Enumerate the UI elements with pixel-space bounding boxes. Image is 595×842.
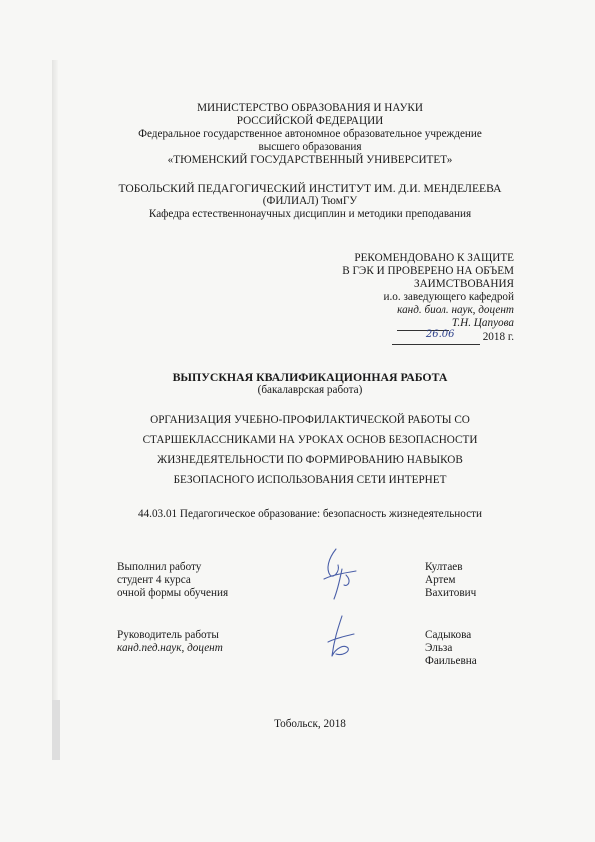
head-signer-name: Т.Н. Цапуова [451,317,514,329]
city-year-footer [60,718,560,731]
supervisor-degree: канд.пед.наук, доцент [117,642,223,654]
ministry-header [60,102,560,167]
topic-line: БЕЗОПАСНОГО ИСПОЛЬЗОВАНИЯ СЕТИ ИНТЕРНЕТ [173,474,447,486]
student-role-line: студент 4 курса [117,574,191,586]
student-role-line: очной формы обучения [117,587,229,599]
header-line: «ТЮМЕНСКИЙ ГОСУДАРСТВЕННЫЙ УНИВЕРСИТЕТ» [167,154,453,166]
institute-block [60,182,560,221]
student-name-line: Култаев [425,561,463,573]
supervisor-role-line: Руководитель работы [117,629,219,641]
recommendation-line: РЕКОМЕНДОВАНО К ЗАЩИТЕ [354,252,514,264]
scan-edge-shadow-lower [52,700,60,760]
recommendation-line: В ГЭК И ПРОВЕРЕНО НА ОБЪЕМ [342,265,514,277]
header-line: высшего образования [258,141,362,153]
work-topic [60,410,560,490]
supervisor-name-line: Эльза [425,642,453,654]
specialty [60,508,560,521]
student-name-line: Артем [425,574,456,586]
city-year: Тобольск, 2018 [274,718,346,730]
recommendation-line: и.о. заведующего кафедрой [383,291,514,303]
topic-line: ЖИЗНЕДЕЯТЕЛЬНОСТИ ПО ФОРМИРОВАНИЮ НАВЫКОВ [157,454,463,466]
student-name [425,561,476,600]
header-line: МИНИСТЕРСТВО ОБРАЗОВАНИЯ И НАУКИ [197,102,423,114]
head-degree: канд. биол. наук, доцент [397,304,514,316]
scan-edge-shadow [52,60,58,760]
topic-line: СТАРШЕКЛАССНИКАМИ НА УРОКАХ ОСНОВ БЕЗОПАСНОСТИ [142,434,478,446]
topic-line: ОРГАНИЗАЦИЯ УЧЕБНО-ПРОФИЛАКТИЧЕСКОЙ РАБОТЫ СО [150,414,470,426]
supervisor-name-line: Садыкова [425,629,472,641]
student-name-line: Вахитович [425,587,477,599]
recommendation-block [342,252,514,345]
specialty-line: 44.03.01 Педагогическое образование: безопасность жизнедеятельности [137,508,483,520]
date-underline [392,331,480,345]
header-line: Федеральное государственное автономное образовательное учреждение [138,128,482,140]
handwritten-date: 26.06 [425,329,455,340]
institute-line: ТОБОЛЬСКИЙ ПЕДАГОГИЧЕСКИЙ ИНСТИТУТ ИМ. Д.И. МЕНДЕЛЕЕВА [118,182,502,195]
work-title: ВЫПУСКНАЯ КВАЛИФИКАЦИОННАЯ РАБОТА [172,370,448,384]
department-line: Кафедра естественнонаучных дисциплин и методики преподавания [148,208,472,220]
student-signature [318,545,363,603]
supervisor-role [117,629,223,655]
date-year: 2018 г. [482,331,514,343]
work-title-block [60,371,560,397]
header-line: РОССИЙСКОЙ ФЕДЕРАЦИИ [236,115,384,127]
supervisor-signature [320,612,360,662]
work-subtitle: (бакалаврская работа) [257,384,363,396]
date-line [342,331,514,345]
supervisor-name [425,629,477,668]
supervisor-name-line: Фаильевна [425,655,477,667]
institute-line: (ФИЛИАЛ) ТюмГУ [262,195,358,207]
student-role-line: Выполнил работу [117,561,202,573]
head-signature-line [397,317,514,331]
student-role [117,561,228,600]
supervisor-block [117,629,507,674]
recommendation-line: ЗАИМСТВОВАНИЯ [413,278,514,290]
student-block [117,561,507,606]
